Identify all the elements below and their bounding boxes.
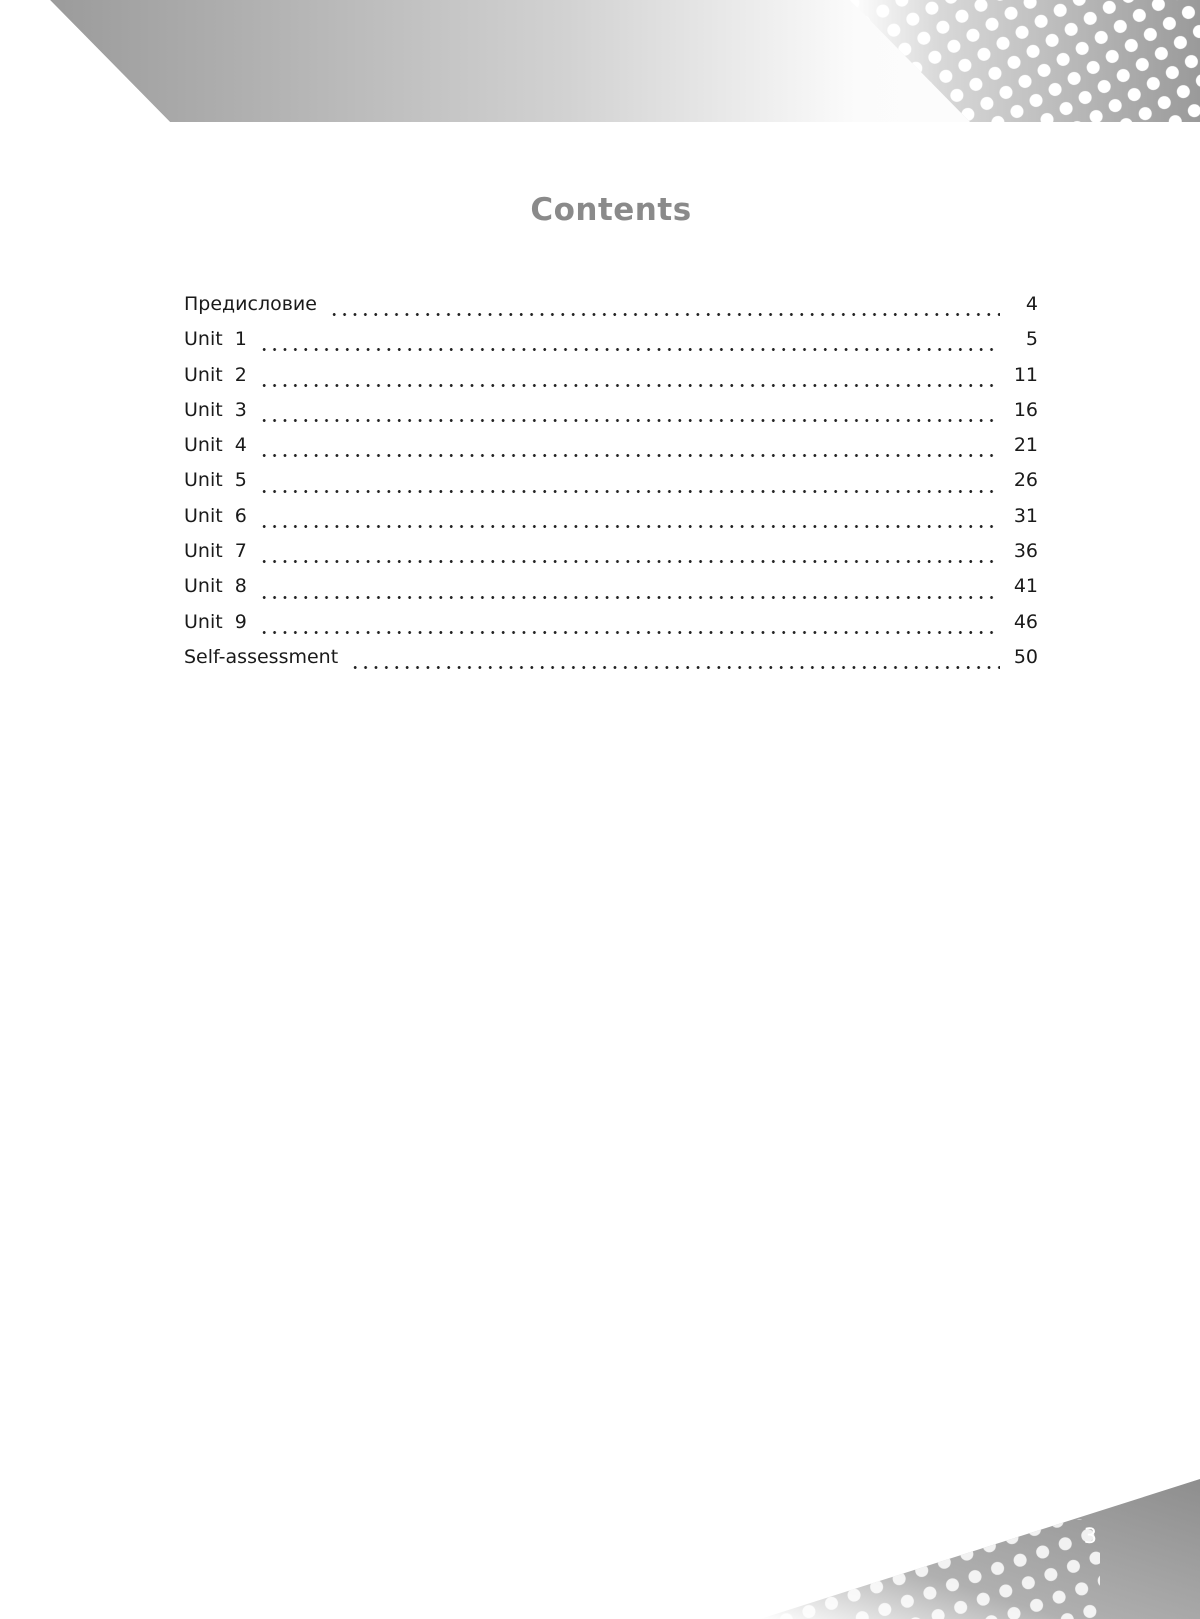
toc-entry-page: 50 xyxy=(1013,645,1038,668)
page-title: Contents xyxy=(530,192,692,228)
toc-entry-label: Unit 3 xyxy=(184,398,247,421)
toc-entry-page: 16 xyxy=(1013,398,1038,421)
toc-entry-label: Unit 7 xyxy=(184,540,247,563)
dot-leader xyxy=(259,490,1000,493)
toc-entry-label: Предисловие xyxy=(184,293,317,315)
toc-entry-label: Unit 6 xyxy=(184,504,247,527)
toc-entry-label: Unit 2 xyxy=(184,363,247,386)
toc-entry-page: 41 xyxy=(1013,575,1038,598)
dot-leader xyxy=(259,525,1000,528)
toc-entry xyxy=(184,434,1038,469)
toc-entry xyxy=(184,575,1038,610)
toc-entry-page: 5 xyxy=(1025,328,1038,351)
toc-entry-page: 31 xyxy=(1013,504,1038,527)
dot-leader xyxy=(259,631,1000,634)
header-banner xyxy=(0,0,1200,122)
toc-entry-page: 46 xyxy=(1013,610,1038,633)
toc-entry xyxy=(184,399,1038,434)
toc-entry xyxy=(184,328,1038,363)
dot-leader xyxy=(350,666,1000,669)
toc-entry xyxy=(184,505,1038,540)
toc-entry xyxy=(184,540,1038,575)
toc-entry-label: Unit 5 xyxy=(184,469,247,492)
toc-entry-label: Unit 8 xyxy=(184,575,247,598)
dot-leader xyxy=(329,313,1000,316)
toc-entry xyxy=(184,469,1038,504)
toc-entry xyxy=(184,646,1038,681)
dot-leader xyxy=(259,596,1000,599)
page-number: 3 xyxy=(1083,1524,1097,1548)
toc-entry xyxy=(184,611,1038,646)
toc-entry-page: 21 xyxy=(1013,434,1038,457)
dot-leader xyxy=(259,560,1000,563)
toc-entry-label: Unit 4 xyxy=(184,434,247,457)
table-of-contents xyxy=(184,293,1038,681)
toc-entry-label: Unit 9 xyxy=(184,610,247,633)
toc-entry xyxy=(184,293,1038,328)
dot-leader xyxy=(259,348,1000,351)
toc-entry-page: 11 xyxy=(1013,363,1038,386)
toc-entry-page: 36 xyxy=(1013,540,1038,563)
toc-entry-label: Self-assessment xyxy=(184,645,339,668)
footer-banner xyxy=(0,1459,1200,1619)
dot-leader xyxy=(259,454,1000,457)
toc-entry xyxy=(184,364,1038,399)
dot-leader xyxy=(259,384,1000,387)
toc-entry-page: 26 xyxy=(1013,469,1038,492)
toc-entry-page: 4 xyxy=(1025,293,1038,315)
toc-entry-label: Unit 1 xyxy=(184,328,247,351)
dot-leader xyxy=(259,419,1000,422)
